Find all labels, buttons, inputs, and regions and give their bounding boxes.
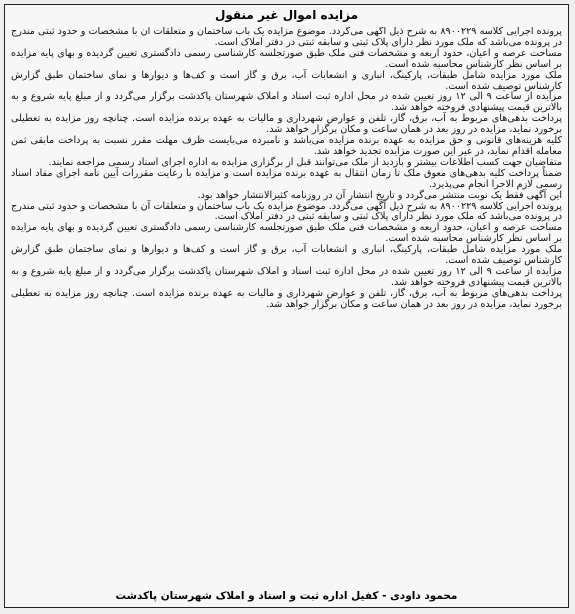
notice-paragraph: کلیه هزینه‌های قانونی و حق مزایده به عهده برنده مزایده می‌باشد و نامبرده می‌بایست ظرف مهلت مقرر نسبت به پرداخت مابقی ثمن معامله اقدام نماید، در غیر این صورت مزایده تجدید خواهد شد. bbox=[11, 135, 562, 157]
notice-paragraph: ضمناً پرداخت کلیه بدهی‌های معوق ملک تا زمان انتقال به عهده برنده مزایده است و مزایده با رعایت مقررات آیین نامه اجرای مفاد اسناد رسمی لازم الاجرا انجام می‌پذیرد. bbox=[11, 167, 562, 190]
notice-body bbox=[11, 27, 562, 579]
notice-paragraph: پرداخت بدهی‌های مربوط به آب، برق، گاز، تلفن و عوارض شهرداری و مالیات به عهده برنده مزایده است. چنانچه روز مزایده به تعطیلی برخورد نماید، مزایده در روز بعد در همان ساعت و مکان برگزار خواهد شد. bbox=[11, 287, 562, 310]
notice-paragraph: پرونده اجرایی کلاسه ۸۹۰۰۲۲۹ به شرح ذیل آگهی می‌گردد. موضوع مزایده یک باب ساختمان و متعلقات آن با مشخصات و حدود ثبتی مندرج در پرونده می‌باشد که ملک مورد نظر دارای پلاک ثبتی و سابقه ثبتی در دفتر املاک است. bbox=[11, 27, 562, 48]
notice-paragraph: ملک مورد مزایده شامل طبقات، پارکینگ، انباری و انشعابات آب، برق و گاز است و کف‌ها و دیوارها و نمای ساختمان طبق گزارش کارشناس توصیف شده است. bbox=[11, 69, 562, 92]
auction-notice bbox=[4, 4, 569, 608]
notice-signature: محمود داودی - کفیل اداره ثبت و اسناد و املاک شهرستان پاکدشت bbox=[115, 590, 458, 602]
notice-paragraph: پرونده اجرایی کلاسه ۸۹۰۰۲۲۹ به شرح ذیل آگهی می‌گردد. موضوع مزایده یک باب ساختمان و متعلقات آن با مشخصات و حدود ثبتی مندرج در پرونده می‌باشد که ملک مورد نظر دارای پلاک ثبتی و سابقه ثبتی در دفتر املاک است. bbox=[11, 200, 562, 223]
notice-paragraph: مزایده از ساعت ۹ الی ۱۲ روز تعیین شده در محل اداره ثبت اسناد و املاک شهرستان پاکدشت برگزار می‌گردد و از مبلغ پایه شروع و به بالاترین قیمت پیشنهادی فروخته خواهد شد. bbox=[11, 265, 562, 288]
notice-paragraph: مساحت عرصه و اعیان، حدود اربعه و مشخصات فنی ملک طبق صورتجلسه کارشناسی رسمی دادگستری تعیین گردیده و بهای پایه مزایده بر اساس نظر کارشناس محاسبه شده است. bbox=[11, 47, 562, 70]
notice-paragraph: مزایده از ساعت ۹ الی ۱۲ روز تعیین شده در محل اداره ثبت اسناد و املاک شهرستان پاکدشت برگزار می‌گردد و از مبلغ پایه شروع و به بالاترین قیمت پیشنهادی فروخته خواهد شد. bbox=[11, 91, 562, 114]
notice-title: مزایده اموال غیر منقول bbox=[214, 8, 359, 22]
notice-paragraph: این آگهی فقط یک نوبت منتشر می‌گردد و تاریخ انتشار آن در روزنامه کثیرالانتشار خواهد بود. bbox=[197, 189, 562, 201]
notice-paragraph: متقاضیان جهت کسب اطلاعات بیشتر و بازدید از ملک می‌توانند قبل از برگزاری مزایده به اداره اجرای اسناد رسمی مراجعه نمایند. bbox=[48, 156, 562, 168]
notice-paragraph: پرداخت بدهی‌های مربوط به آب، برق، گاز، تلفن و عوارض شهرداری و مالیات به عهده برنده مزایده است. چنانچه روز مزایده به تعطیلی برخورد نماید، مزایده در روز بعد در همان ساعت و مکان برگزار خواهد شد. bbox=[11, 113, 562, 136]
notice-paragraph: مساحت عرصه و اعیان، حدود اربعه و مشخصات فنی ملک طبق صورتجلسه کارشناسی رسمی دادگستری تعیین گردیده و بهای پایه مزایده بر اساس نظر کارشناس محاسبه شده است. bbox=[11, 222, 562, 245]
notice-paragraph: ملک مورد مزایده شامل طبقات، پارکینگ، انباری و انشعابات آب، برق و گاز است و کف‌ها و دیوارها و نمای ساختمان طبق گزارش کارشناس توصیف شده است. bbox=[11, 244, 562, 267]
